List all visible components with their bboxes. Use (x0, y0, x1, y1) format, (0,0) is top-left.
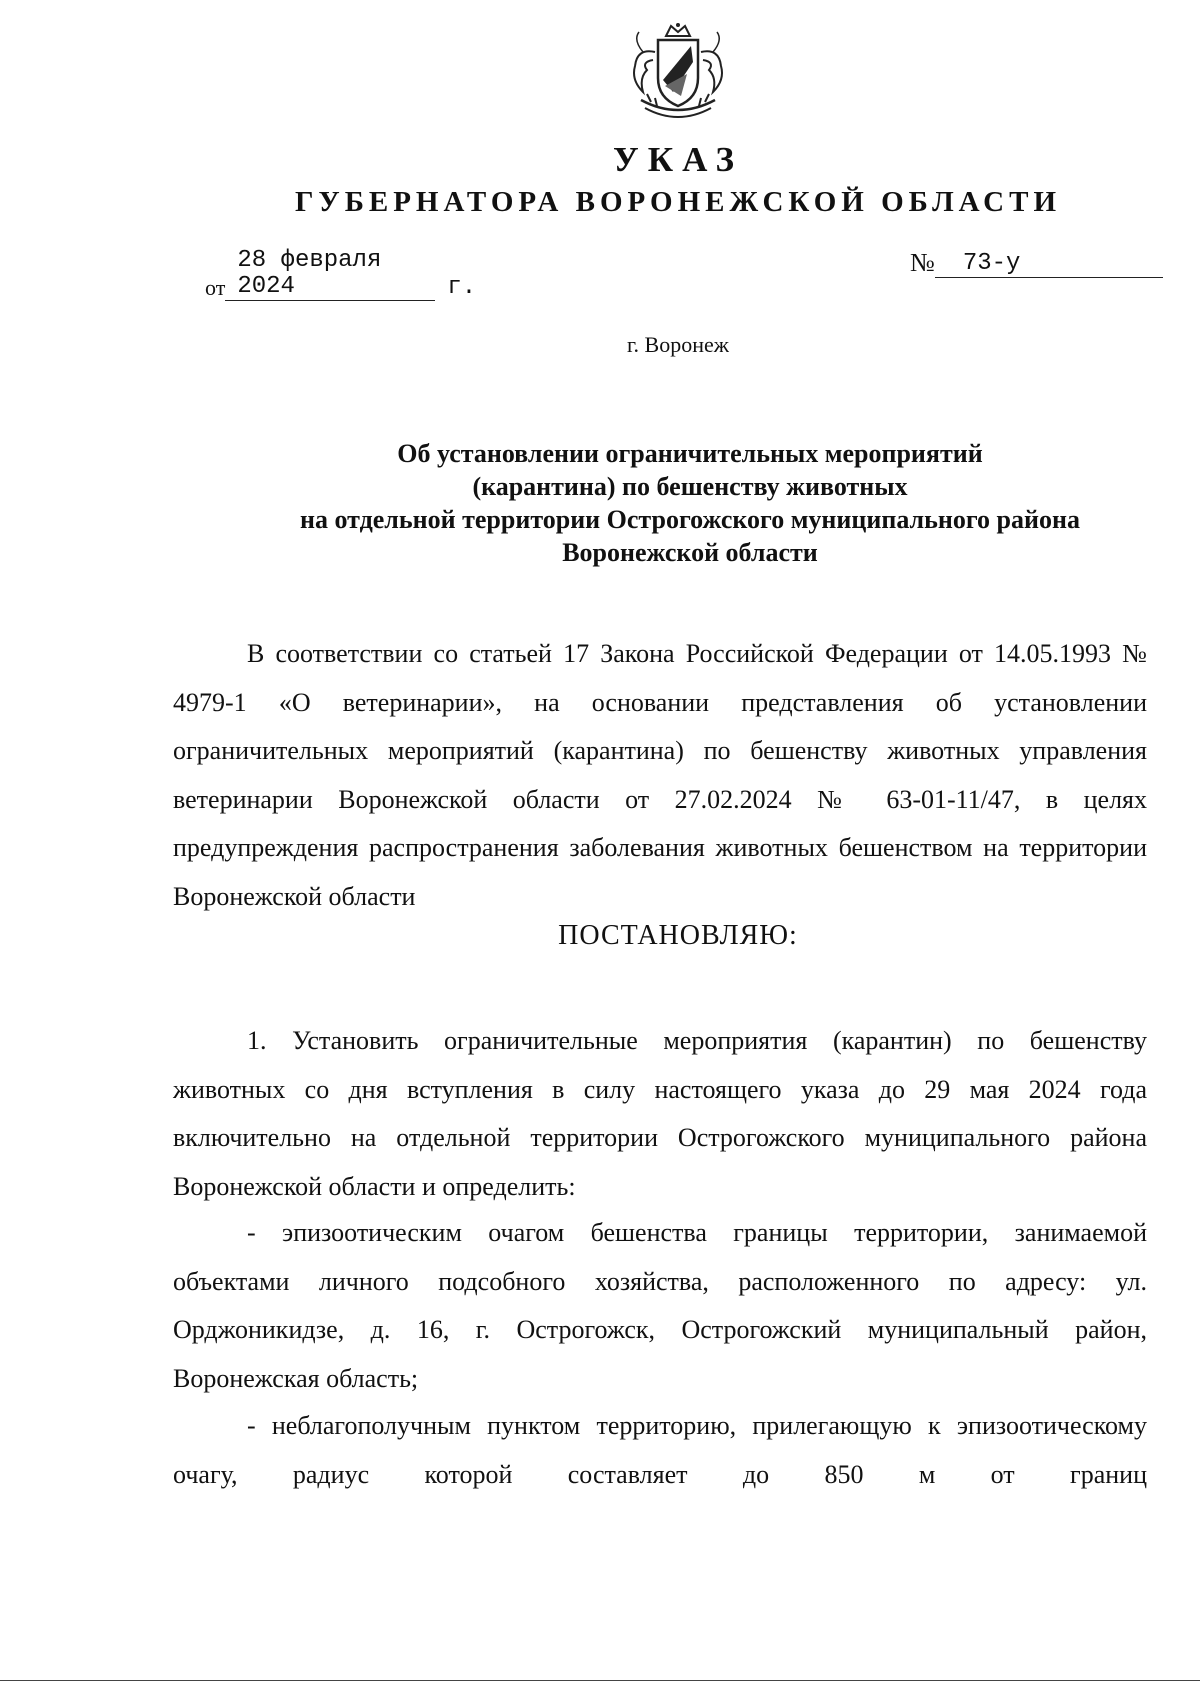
title-line: на отдельной территории Острогожского муниципального района (300, 505, 1080, 534)
title-line: (карантина) по бешенству животных (472, 472, 908, 501)
date-prefix: от (205, 275, 226, 300)
voronezh-coat-of-arms-icon (621, 22, 735, 126)
document-title (173, 437, 1200, 569)
item-1-paragraph: 1. Установить ограничительные мероприятия (карантин) по бешенству животных со дня вступления в силу настоящего указа до 29 мая 2024 года включительно на отдельной территории Острогожского муниципального района Воронежской области и определить: (173, 1026, 1147, 1201)
number-field (910, 248, 1163, 278)
city-label: г. Воронеж (627, 332, 729, 357)
date-value: 28 февраля 2024 (225, 248, 435, 301)
document-type-heading: УКАЗ (613, 140, 743, 179)
decree-word: ПОСТАНОВЛЯЮ: (558, 920, 798, 951)
date-field (205, 248, 476, 301)
preamble-paragraph: В соответствии со статьей 17 Закона Российской Федерации от 14.05.1993 № 4979-1 «О ветеринарии», на основании представления об установлении ограничительных мероприятий (карантина) по бешенству животных управления ветеринарии Воронежской области от 27.02.2024 № 63-01-11/47, в целях предупреждения распространения заболевания животных бешенством на территории Воронежской области (173, 639, 1147, 911)
title-line: Об установлении ограничительных мероприятий (397, 439, 983, 468)
number-prefix: № (910, 248, 935, 277)
title-line: Воронежской области (562, 538, 818, 567)
number-value: 73-у (935, 251, 1163, 278)
item-1-point-paragraph: - неблагополучным пунктом территорию, прилегающую к эпизоотическому очагу, радиус которой составляет до 850 м от границ (173, 1411, 1147, 1489)
item-1-focus-paragraph: - эпизоотическим очагом бешенства границы территории, занимаемой объектами личного подсобного хозяйства, расположенного по адресу: ул. Орджоникидзе, д. 16, г. Острогожск, Острогожский муниципальный район, Воронежская область; (173, 1218, 1147, 1393)
page-bottom-border (0, 1680, 1200, 1681)
date-suffix: г. (447, 274, 477, 301)
issuing-authority-heading: ГУБЕРНАТОРА ВОРОНЕЖСКОЙ ОБЛАСТИ (294, 186, 1062, 218)
